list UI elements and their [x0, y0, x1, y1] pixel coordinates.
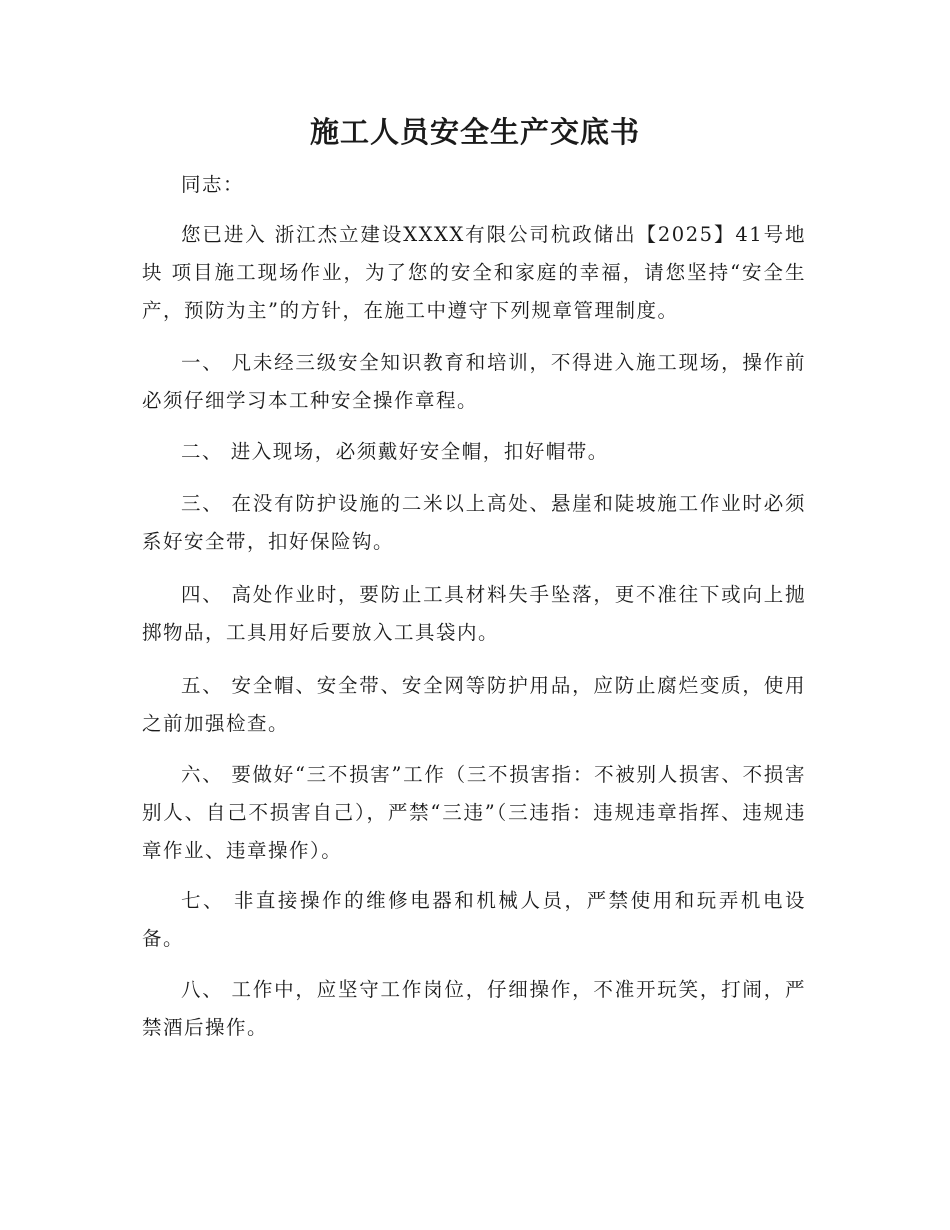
rule-5: 五、 安全帽、安全带、安全网等防护用品，应防止腐烂变质，使用之前加强检查。 [142, 674, 806, 735]
rule-6: 六、 要做好“三不损害”工作（三不损害指：不被别人损害、不损害别人、自己不损害自己），严禁“三违”（三违指：违规违章指挥、违规违章作业、违章操作）。 [142, 763, 806, 862]
rule-1: 一、 凡未经三级安全知识教育和培训，不得进入施工现场，操作前必须仔细学习本工种安全操作章程。 [142, 351, 806, 412]
rule-3: 三、 在没有防护设施的二米以上高处、悬崖和陡坡施工作业时必须系好安全带，扣好保险钩。 [142, 492, 806, 553]
rule-2: 二、 进入现场，必须戴好安全帽，扣好帽带。 [181, 440, 609, 463]
rule-7: 七、 非直接操作的维修电器和机械人员，严禁使用和玩弄机电设备。 [142, 889, 806, 950]
intro-paragraph: 您已进入 浙江杰立建设XXXX有限公司杭政储出【2025】41号地块 项目施工现场作业，为了您的安全和家庭的幸福，请您坚持“安全生产，预防为主”的方针，在施工中遵守下列规章管理制度。 [142, 223, 806, 322]
rule-8: 八、 工作中，应坚守工作岗位，仔细操作，不准开玩笑，打闹，严禁酒后操作。 [142, 978, 806, 1039]
rule-4: 四、 高处作业时，要防止工具材料失手坠落，更不准往下或向上抛掷物品，工具用好后要放入工具袋内。 [142, 583, 806, 644]
document-title: 施工人员安全生产交底书 [309, 115, 640, 149]
salutation: 同志： [181, 173, 245, 196]
